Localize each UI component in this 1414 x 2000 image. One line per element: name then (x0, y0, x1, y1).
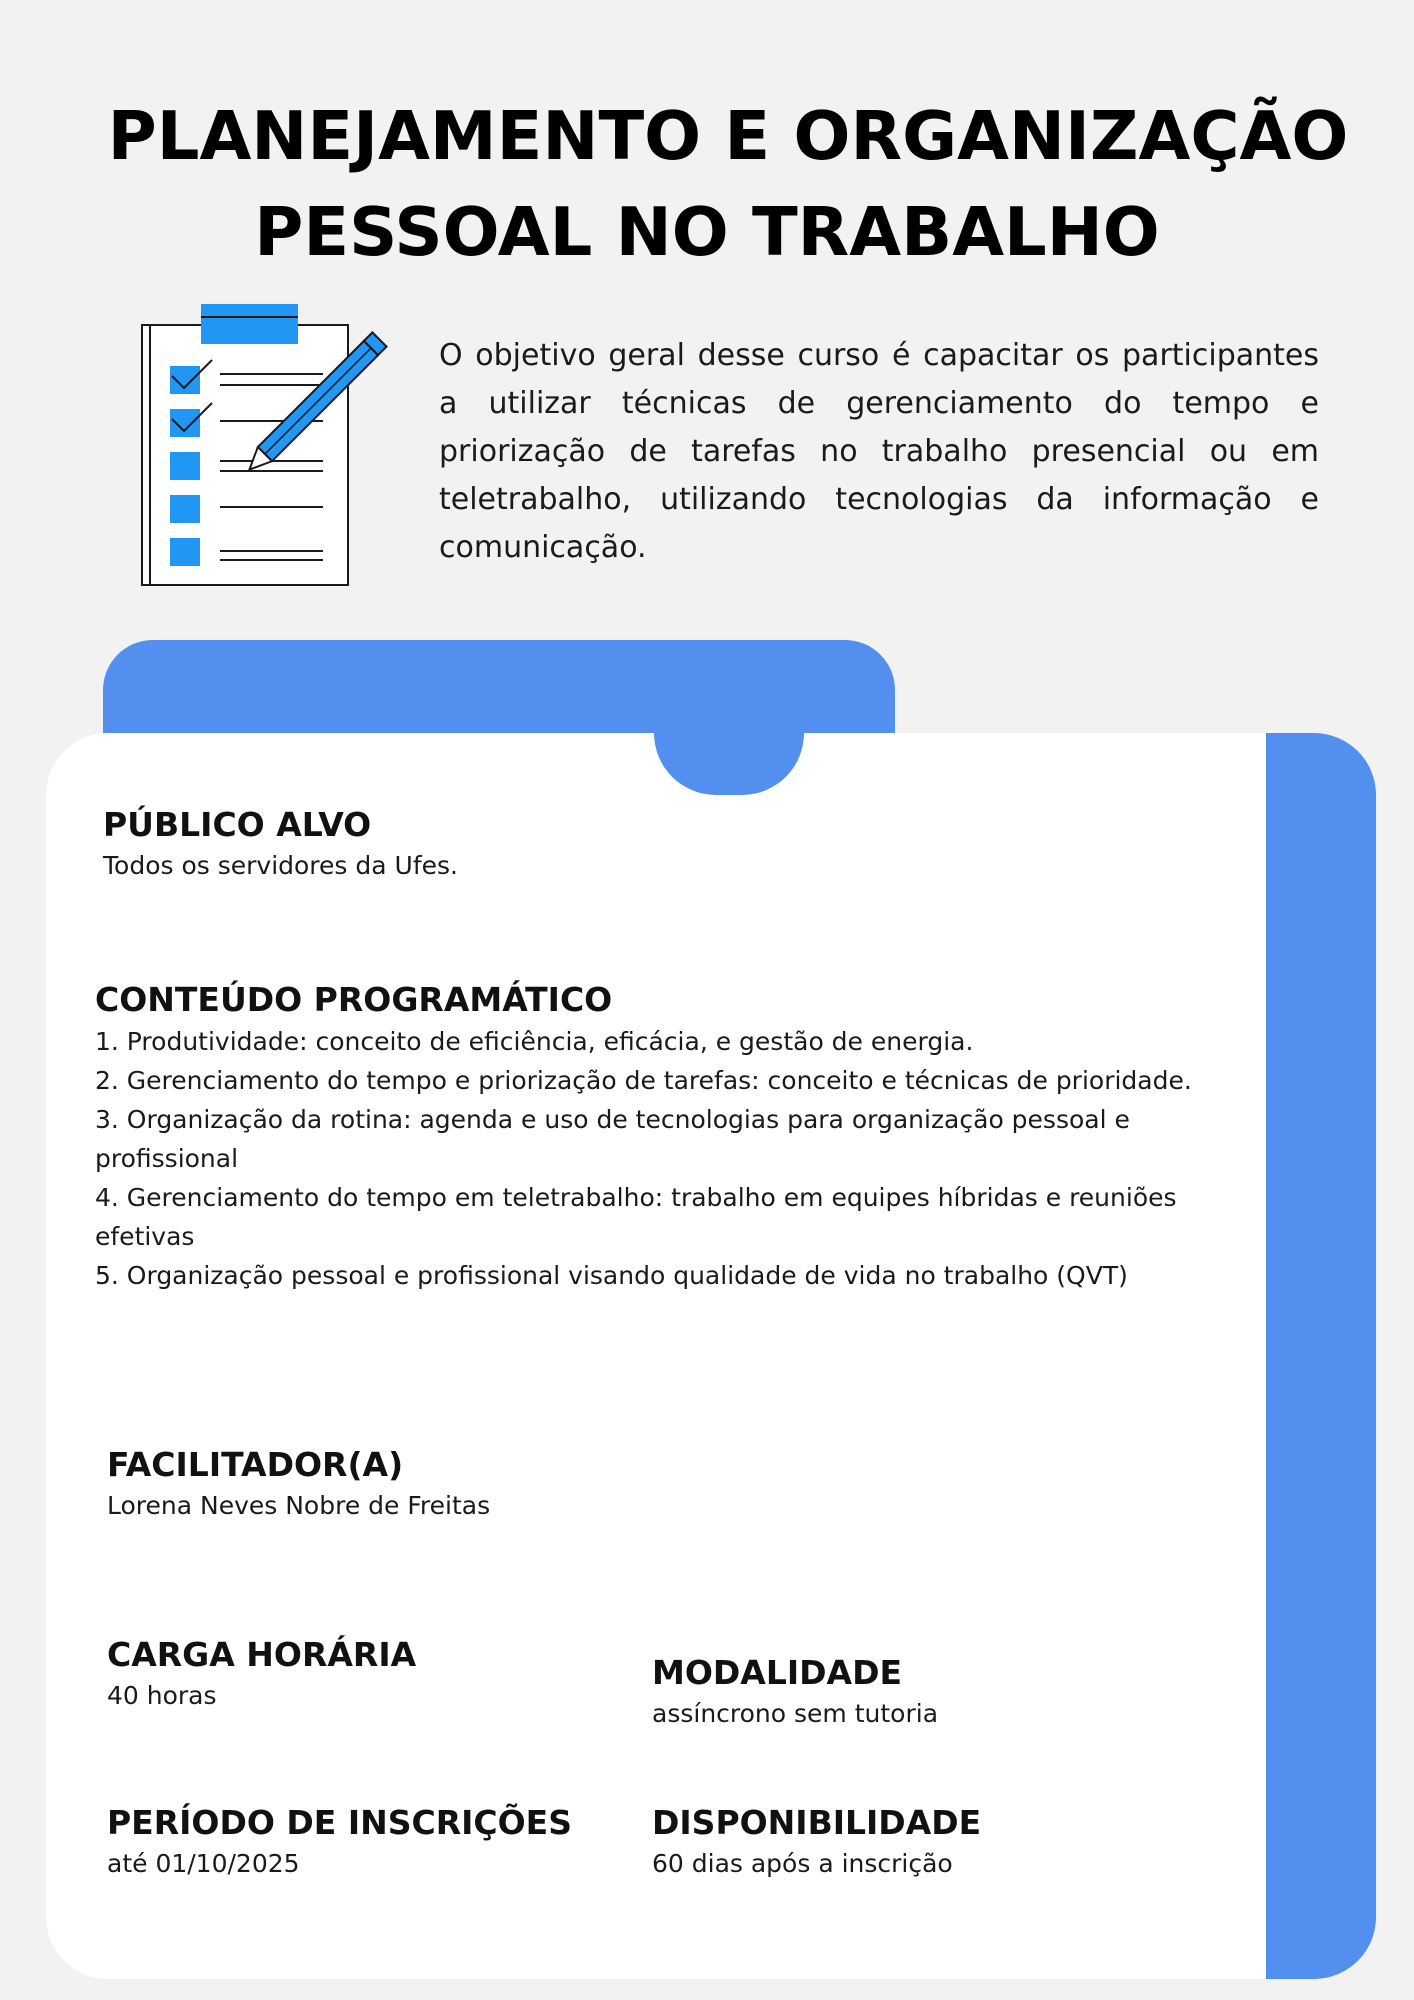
conteudo-item: 5. Organização pessoal e profissional visando qualidade de vida no trabalho (QVT) (95, 1261, 1128, 1290)
modalidade-text: assíncrono sem tutoria (652, 1699, 939, 1728)
carga-horaria-title: CARGA HORÁRIA (107, 1635, 417, 1674)
facilitador-section (107, 1443, 490, 1525)
publico-alvo-text: Todos os servidores da Ufes. (103, 851, 458, 880)
publico-alvo-section (103, 803, 458, 885)
facilitador-text: Lorena Neves Nobre de Freitas (107, 1491, 491, 1520)
conteudo-item: 2. Gerenciamento do tempo e priorização de tarefas: conceito e técnicas de prioridade. (95, 1066, 1192, 1095)
facilitador-title: FACILITADOR(A) (107, 1445, 404, 1484)
publico-alvo-title: PÚBLICO ALVO (103, 805, 372, 844)
page-title-line-1: PLANEJAMENTO E ORGANIZAÇÃO (107, 97, 1349, 175)
modalidade-section (652, 1651, 938, 1733)
card-side-bar (1266, 733, 1376, 1979)
conteudo-item: 1. Produtividade: conceito de eficiência, eficácia, e gestão de energia. (95, 1027, 974, 1056)
conteudo-section (95, 978, 1205, 1295)
periodo-section (107, 1801, 572, 1883)
conteudo-item: 4. Gerenciamento do tempo em teletrabalho: trabalho em equipes híbridas e reuniões efetivas (95, 1183, 1177, 1251)
periodo-title: PERÍODO DE INSCRIÇÕES (107, 1803, 572, 1842)
carga-horaria-text: 40 horas (107, 1681, 217, 1710)
conteudo-item: 3. Organização da rotina: agenda e uso de tecnologias para organização pessoal e profissional (95, 1105, 1130, 1173)
carga-horaria-section (107, 1633, 416, 1715)
disponibilidade-title: DISPONIBILIDADE (652, 1803, 982, 1842)
page-title (0, 88, 1414, 280)
page-title-line-2: PESSOAL NO TRABALHO (254, 193, 1160, 271)
disponibilidade-section (652, 1801, 981, 1883)
conteudo-title: CONTEÚDO PROGRAMÁTICO (95, 980, 613, 1019)
periodo-text: até 01/10/2025 (107, 1849, 300, 1878)
conteudo-list (95, 1022, 1205, 1295)
disponibilidade-text: 60 dias após a inscrição (652, 1849, 953, 1878)
modalidade-title: MODALIDADE (652, 1653, 902, 1692)
info-card (46, 733, 1366, 1979)
clipboard-checklist-pencil-icon (138, 300, 388, 590)
objective-text: O objetivo geral desse curso é capacitar os participantes a utilizar técnicas de gerenciamento do tempo e priorização de tarefas no trabalho presencial ou em teletrabalho, utilizando tecnologias da informação e comunicação. (439, 338, 1319, 565)
